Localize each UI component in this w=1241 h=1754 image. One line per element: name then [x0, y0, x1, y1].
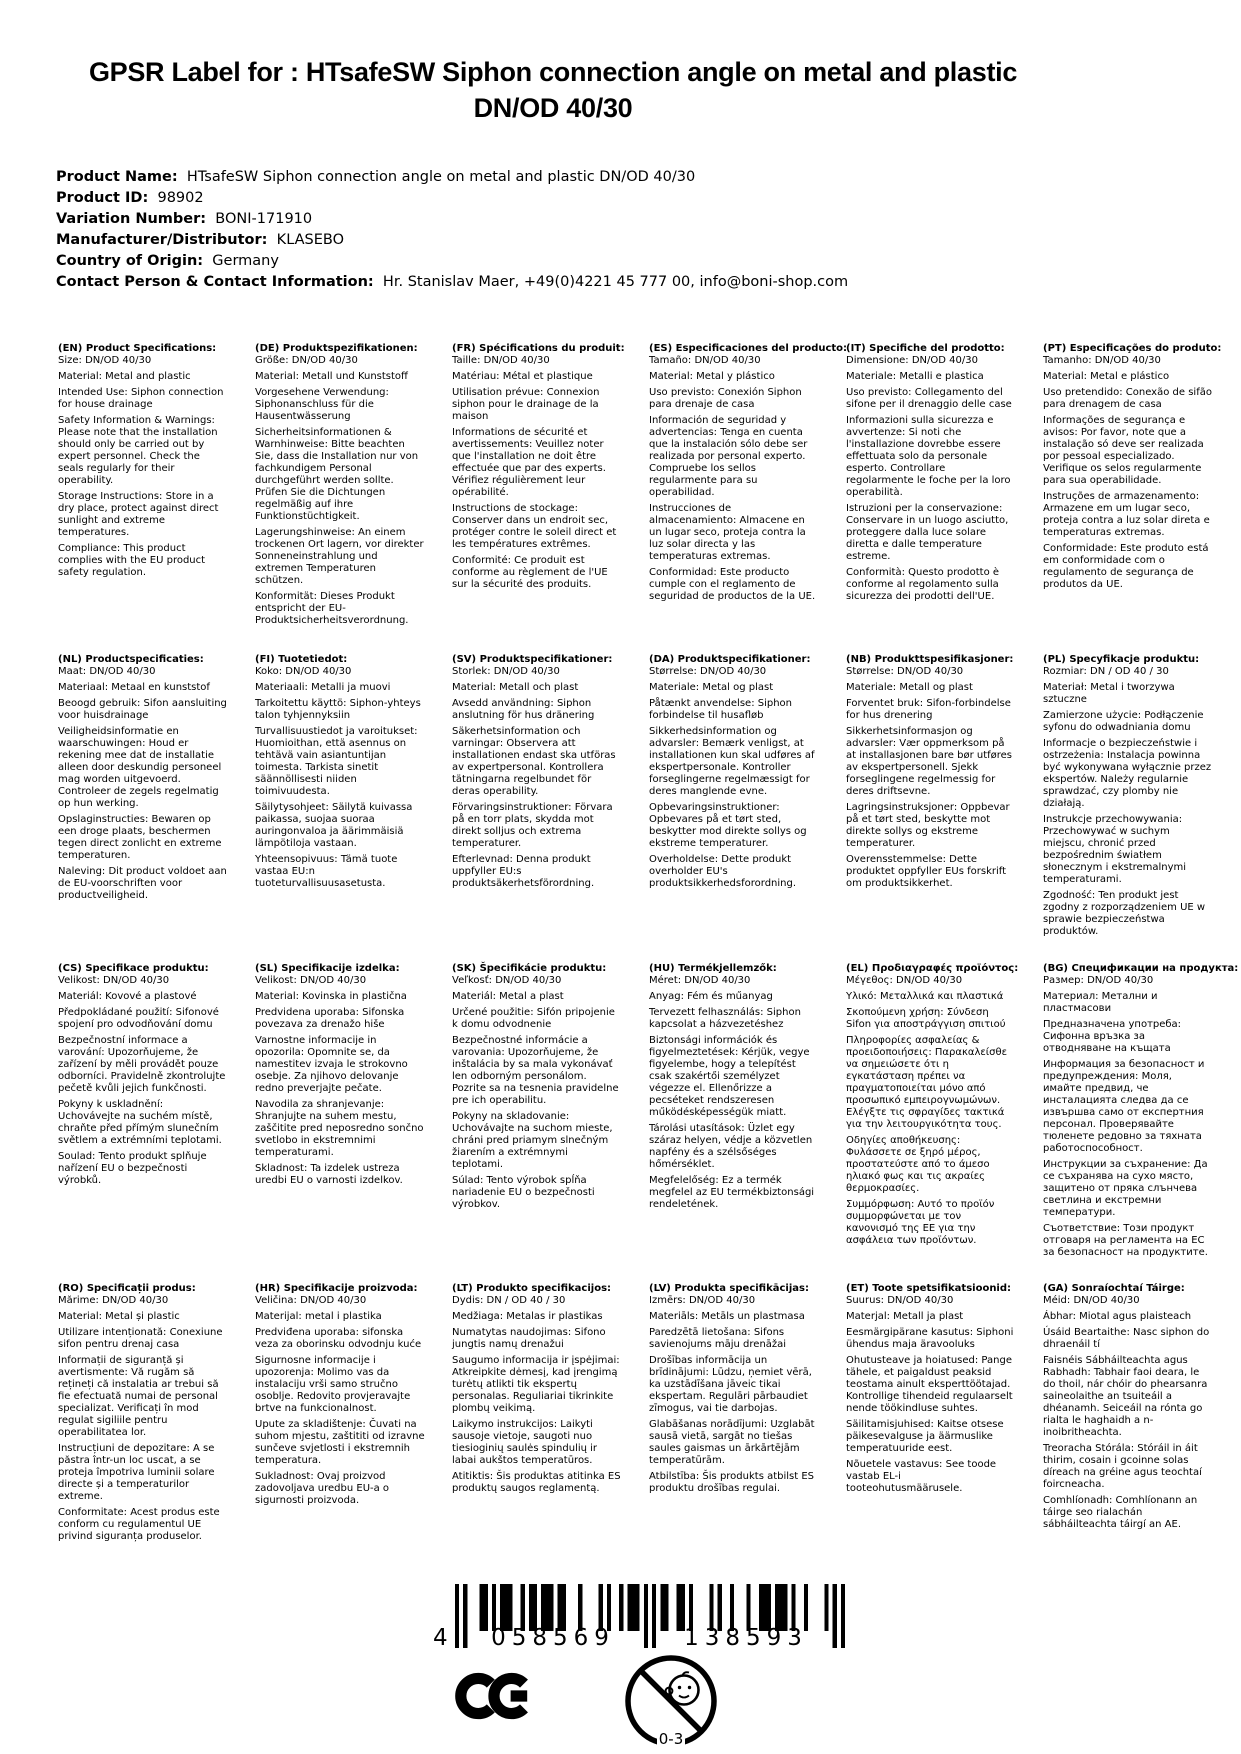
spec-paragraph: Οδηγίες αποθήκευσης: Φυλάσσετε σε ξηρό μέρος, προστατεύστε από το άμεσο ηλιακό φως και τις ακραίες θερμοκρασίες.: [846, 1135, 990, 1194]
spec-paragraph: Předpokládané použití: Sifonové spojení pro odvodňování domu: [58, 1007, 219, 1030]
spec-paragraph: Conformidad: Este producto cumple con el reglamento de seguridad de productos de la UE.: [649, 567, 816, 602]
spec-paragraph: Instrucciones de almacenamiento: Almacene en un lugar seco, proteja contra la luz solar directa y las temperaturas extremas.: [649, 503, 806, 562]
spec-header: (HR) Specifikacije proizvoda:: [255, 1283, 418, 1294]
spec-paragraph: Beoogd gebruik: Sifon aansluiting voor huisdrainage: [58, 698, 227, 721]
spec-paragraph: Инструкции за съхранение: Да се съхранява на сухо място, защитено от пряка слънчева светлина и екстремни температури.: [1043, 1159, 1208, 1218]
spec-header: (ET) Toote spetsifikatsioonid:: [846, 1283, 1012, 1294]
info-label: Manufacturer/Distributor:: [56, 232, 268, 248]
spec-paragraph: Größe: DN/OD 40/30: [255, 355, 358, 366]
spec-paragraph: Predviđena uporaba: sifonska veza za oborinsku odvodnju kuće: [255, 1327, 422, 1350]
spec-paragraph: Størrelse: DN/OD 40/30: [846, 666, 964, 677]
info-value: BONI-171910: [206, 211, 313, 227]
info-value: Hr. Stanislav Maer, +49(0)4221 45 777 00, info@boni-shop.com: [373, 274, 849, 290]
spec-paragraph: Συμμόρφωση: Αυτό το προϊόν συμμορφώνεται με τον κανονισμό της ΕΕ για την ασφάλεια των προϊόντων.: [846, 1199, 995, 1246]
ean-barcode: [433, 1584, 873, 1654]
barcode-lead-digit: 4: [433, 1625, 448, 1651]
spec-paragraph: Overensstemmelse: Dette produktet oppfyller EUs forskrift om produktsikkerhet.: [846, 854, 1007, 889]
spec-header: (PL) Specyfikacje produktu:: [1043, 654, 1200, 665]
spec-header: (BG) Спецификации на продукта:: [1043, 963, 1239, 974]
info-label: Contact Person & Contact Information:: [56, 274, 374, 290]
spec-paragraph: Предназначена употреба: Сифонна връзка за отводняване на къщата: [1043, 1019, 1182, 1054]
spec-paragraph: Förvaringsinstruktioner: Förvara på en torr plats, skydda mot direkt solljus och extrema temperaturer.: [452, 802, 613, 849]
spec-paragraph: Maat: DN/OD 40/30: [58, 666, 156, 677]
spec-paragraph: Conformità: Questo prodotto è conforme al regolamento sulla sicurezza dei prodotti dell'UE.: [846, 567, 1000, 602]
spec-paragraph: Efterlevnad: Denna produkt uppfyller EU:s produktsäkerhetsförordning.: [452, 854, 595, 889]
spec-paragraph: Materiaali: Metalli ja muovi: [255, 682, 391, 693]
spec-block-lt: [452, 1283, 622, 1547]
info-value: Germany: [203, 253, 279, 269]
spec-paragraph: Avsedd användning: Siphon anslutning för hus dränering: [452, 698, 595, 721]
spec-paragraph: Forventet bruk: Sifon-forbindelse for hus drenering: [846, 698, 1011, 721]
spec-header: (DA) Produktspecifikationer:: [649, 654, 811, 665]
spec-paragraph: Méid: DN/OD 40/30: [1043, 1295, 1140, 1306]
spec-paragraph: Materijal: metal i plastika: [255, 1311, 382, 1322]
product-info-section: [56, 167, 848, 293]
spec-paragraph: Materiale: Metal og plast: [649, 682, 774, 693]
spec-paragraph: Soulad: Tento produkt splňuje nařízení EU o bezpečnosti výrobků.: [58, 1151, 207, 1186]
spec-header: (LV) Produkta specifikācijas:: [649, 1283, 809, 1294]
spec-paragraph: Material: Kovinska in plastična: [255, 991, 407, 1002]
info-value: 98902: [148, 190, 204, 206]
spec-paragraph: Säilytysohjeet: Säilytä kuivassa paikassa, suojaa suoraa auringonvaloa ja äärimmäisiä lämpötiloja vastaan.: [255, 802, 413, 849]
spec-paragraph: Velikost: DN/OD 40/30: [58, 975, 170, 986]
spec-paragraph: Vorgesehene Verwendung: Siphonanschluss für die Hausentwässerung: [255, 387, 389, 422]
spec-block-lv: [649, 1283, 819, 1547]
spec-block-ro: [58, 1283, 228, 1547]
info-value: KLASEBO: [267, 232, 344, 248]
spec-paragraph: Sukladnost: Ovaj proizvod zadovoljava uredbu EU-a o sigurnosti proizvoda.: [255, 1471, 390, 1506]
spec-paragraph: Overholdelse: Dette produkt overholder EU's produktsikkerhedsforordning.: [649, 854, 797, 889]
spec-paragraph: Storage Instructions: Store in a dry place, protect against direct sunlight and extreme temperatures.: [58, 491, 219, 538]
spec-paragraph: Σκοπούμενη χρήση: Σύνδεση Sifon για αποστράγγιση σπιτιού: [846, 1007, 1006, 1030]
spec-paragraph: Faisnéis Sábháilteachta agus Rabhadh: Tabhair faoi deara, le do thoil, nár chóir do phearsanra saineolaithe an tsuiteáil a dhéanamh. Seiceáil na rónta go rialta le haghaidh a n-inoibritheachta.: [1043, 1355, 1208, 1438]
product-info-line: [56, 209, 848, 230]
spec-paragraph: Material: Metal and plastic: [58, 371, 191, 382]
spec-header: (EL) Προδιαγραφές προϊόντος:: [846, 963, 1019, 974]
spec-header: (CS) Specifikace produktu:: [58, 963, 209, 974]
spec-paragraph: Material: Metall und Kunststoff: [255, 371, 408, 382]
spec-paragraph: Conformitate: Acest produs este conform cu regulamentul UE privind siguranța produselor.: [58, 1507, 220, 1542]
age-warning-0-3-icon: [624, 1654, 718, 1748]
info-value: HTsafeSW Siphon connection angle on metal and plastic DN/OD 40/30: [177, 169, 696, 185]
spec-block-ga: [1043, 1283, 1213, 1547]
spec-paragraph: Treoracha Stórála: Stóráil in áit thirim, cosain i gcoinne solas díreach na gréine agus teochtaí foircneacha.: [1043, 1443, 1202, 1490]
spec-paragraph: Υλικό: Μεταλλικά και πλαστικά: [846, 991, 1004, 1002]
spec-paragraph: Sikkerhetsinformasjon og advarsler: Vær oppmerksom på at installasjonen bare bør utføres av ekspertpersonell. Sjekk forseglingene regelmessig for deres driftsevne.: [846, 726, 1013, 797]
spec-header: (RO) Specificații produs:: [58, 1283, 196, 1294]
spec-paragraph: Säkerhetsinformation och varningar: Observera att installationen endast ska utföras av expertpersonal. Kontrollera tätningarna regelbundet för deras operability.: [452, 726, 616, 797]
spec-paragraph: Veľkosť: DN/OD 40/30: [452, 975, 562, 986]
spec-paragraph: Materiāls: Metāls un plastmasa: [649, 1311, 805, 1322]
spec-paragraph: Informazioni sulla sicurezza e avvertenze: Si noti che l'installazione dovrebbe essere effettuata solo da personale esperto. Controllare regolarmente le foche per la loro operabilità.: [846, 415, 1011, 498]
spec-paragraph: Ohutusteave ja hoiatused: Pange tähele, et paigaldust peaksid teostama ainult eksperttöötajad. Kontrollige tihendeid regulaarselt nende töökindluse suhtes.: [846, 1355, 1013, 1414]
spec-paragraph: Informations de sécurité et avertissements: Veuillez noter que l'installation ne doit être effectuée que par des experts. Vérifiez régulièrement leur opérabilité.: [452, 427, 606, 498]
spec-paragraph: Izmērs: DN/OD 40/30: [649, 1295, 756, 1306]
spec-paragraph: Pokyny na skladovanie: Uchovávajte na suchom mieste, chráni pred priamym slnečným žiarením a extrémnymi teplotami.: [452, 1111, 613, 1170]
spec-block-de: [255, 343, 425, 654]
spec-block-fi: [255, 654, 425, 963]
spec-paragraph: Tamanho: DN/OD 40/30: [1043, 355, 1161, 366]
spec-paragraph: Suurus: DN/OD 40/30: [846, 1295, 954, 1306]
spec-paragraph: Storlek: DN/OD 40/30: [452, 666, 560, 677]
spec-paragraph: Opbevaringsinstruktioner: Opbevares på et tørt sted, beskytter mod direkte sollys og ekstreme temperaturer.: [649, 802, 807, 849]
spec-paragraph: Rozmiar: DN / OD 40 / 30: [1043, 666, 1169, 677]
spec-paragraph: Upute za skladištenje: Čuvati na suhom mjestu, zaštititi od izravne sunčeve svjetlosti i ekstremnih temperatura.: [255, 1419, 425, 1466]
spec-paragraph: Påtænkt anvendelse: Siphon forbindelse til husafløb: [649, 698, 793, 721]
info-label: Product ID:: [56, 190, 149, 206]
spec-block-sk: [452, 963, 622, 1283]
spec-header: (SV) Produktspecifikationer:: [452, 654, 613, 665]
spec-paragraph: Matériau: Métal et plastique: [452, 371, 593, 382]
spec-paragraph: Sicherheitsinformationen & Warnhinweise: Bitte beachten Sie, dass die Installation nur von fachkundigem Personal durchgeführt werden sollte. Prüfen Sie die Dichtungen regelmäßig auf ihre Funktionstüchtigkeit.: [255, 427, 419, 522]
spec-block-sv: [452, 654, 622, 963]
spec-paragraph: Materiale: Metalli e plastica: [846, 371, 984, 382]
spec-paragraph: Veiligheidsinformatie en waarschuwingen: Houd er rekening mee dat de installatie alleen door deskundig personeel mag worden uitgevoerd. Controleer de zegels regelmatig op hun werking.: [58, 726, 222, 809]
spec-paragraph: Tarkoitettu käyttö: Siphon-yhteys talon tyhjennyksiin: [255, 698, 421, 721]
spec-paragraph: Súlad: Tento výrobok spĺňa nariadenie EU o bezpečnosti výrobkov.: [452, 1175, 595, 1210]
spec-block-en: [58, 343, 228, 654]
spec-header: (NB) Produkttspesifikasjoner:: [846, 654, 1014, 665]
info-label: Country of Origin:: [56, 253, 204, 269]
product-info-line: [56, 251, 848, 272]
spec-paragraph: Materiál: Kovové a plastové: [58, 991, 197, 1002]
spec-paragraph: Úsáid Beartaithe: Nasc siphon do dhraenáil tí: [1043, 1327, 1210, 1350]
spec-paragraph: Určené použitie: Sifón pripojenie k domu odvodnenie: [452, 1007, 615, 1030]
spec-paragraph: Uso previsto: Collegamento del sifone per il drenaggio delle case: [846, 387, 1012, 410]
spec-paragraph: Conformité: Ce produit est conforme au règlement de l'UE sur la sécurité des produits.: [452, 555, 608, 590]
spec-block-pt: [1043, 343, 1222, 654]
spec-paragraph: Tárolási utasítások: Üzlet egy száraz helyen, védje a közvetlen napfény és a szélsőséges hőmérséklet.: [649, 1123, 813, 1170]
spec-paragraph: Compliance: This product complies with the EU product safety regulation.: [58, 543, 206, 578]
spec-paragraph: Velikost: DN/OD 40/30: [255, 975, 367, 986]
spec-paragraph: Съответствие: Този продукт отговаря на регламента на ЕС за безопасност на продуктите.: [1043, 1223, 1208, 1258]
spec-header: (FR) Spécifications du produit:: [452, 343, 625, 354]
spec-paragraph: Veličina: DN/OD 40/30: [255, 1295, 367, 1306]
spec-block-el: [846, 963, 1019, 1283]
product-info-line: [56, 167, 848, 188]
spec-paragraph: Πληροφορίες ασφαλείας & προειδοποιήσεις: Παρακαλείσθε να σημειώσετε ότι η εγκατάσταση πρέπει να πραγματοποιείται μόνο από προσωπικό εμπειρογνωμώνων. Ελέγξτε τις σφραγίδες τακτικά για την λειτουργικότητα τους.: [846, 1035, 1008, 1130]
spec-paragraph: Zamierzone użycie: Podłączenie syfonu do odwadniania domu: [1043, 710, 1204, 733]
spec-grid: [58, 343, 1239, 1547]
spec-paragraph: Glabāšanas norādījumi: Uzglabāt sausā vietā, sargāt no tiešas saules gaismas un ārkārtējām temperatūrām.: [649, 1419, 815, 1466]
spec-header: (SK) Špecifikácie produktu:: [452, 963, 607, 974]
spec-paragraph: Méret: DN/OD 40/30: [649, 975, 751, 986]
spec-paragraph: Intended Use: Siphon connection for house drainage: [58, 387, 224, 410]
spec-paragraph: Numatytas naudojimas: Sifono jungtis namų drenažui: [452, 1327, 606, 1350]
spec-paragraph: Uso pretendido: Conexão de sifão para drenagem de casa: [1043, 387, 1212, 410]
spec-header: (SL) Specifikacije izdelka:: [255, 963, 400, 974]
spec-paragraph: Varnostne informacije in opozorila: Opomnite se, da namestitev izvaja le strokovno osebje. Za njihovo delovanje redno preverjajte pečate.: [255, 1035, 408, 1094]
spec-paragraph: Informații de siguranță și avertismente: Vă rugăm să rețineți că instalatia ar trebui să fie efectuată numai de personal specializat. Verificați în mod regulat sigiliile pentru operabilitatea lor.: [58, 1355, 219, 1438]
product-info-line: [56, 230, 848, 251]
spec-paragraph: Anyag: Fém és műanyag: [649, 991, 773, 1002]
spec-block-sl: [255, 963, 425, 1283]
spec-paragraph: Navodila za shranjevanje: Shranjujte na suhem mestu, zaščitite pred neposredno sončno svetlobo in ekstremnimi temperaturami.: [255, 1099, 424, 1158]
spec-paragraph: Utilizare intenționată: Conexiune sifon pentru drenaj casa: [58, 1327, 223, 1350]
spec-block-nl: [58, 654, 228, 963]
spec-paragraph: Yhteensopivuus: Tämä tuote vastaa EU:n tuoteturvallisuusasetusta.: [255, 854, 398, 889]
spec-header: (GA) Sonraíochtaí Táirge:: [1043, 1283, 1185, 1294]
spec-header: (DE) Produktspezifikationen:: [255, 343, 418, 354]
spec-paragraph: Material: Metal e plástico: [1043, 371, 1170, 382]
spec-paragraph: Bezpečnostní informace a varování: Upozorňujeme, že zařízení by měli provádět pouze odborníci. Pravidelně zkontrolujte pečetě kvůli jejich funkčnosti.: [58, 1035, 226, 1094]
spec-header: (LT) Produkto specifikacijos:: [452, 1283, 612, 1294]
spec-paragraph: Materiál: Metal a plast: [452, 991, 564, 1002]
spec-paragraph: Material: Metall och plast: [452, 682, 579, 693]
page-title: GPSR Label for : HTsafeSW Siphon connection angle on metal and plastic DN/OD 40/30: [88, 57, 1018, 123]
spec-paragraph: Материал: Метални и пластмасови: [1043, 991, 1158, 1014]
spec-paragraph: Eesmärgipärane kasutus: Siphoni ühendus maja äravooluks: [846, 1327, 1014, 1350]
product-info-line: [56, 188, 848, 209]
spec-paragraph: Conformidade: Este produto está em conformidade com o regulamento de segurança de produtos da UE.: [1043, 543, 1209, 590]
spec-paragraph: Laikymo instrukcijos: Laikyti sausoje vietoje, saugoti nuo tiesioginių saulės spindulių ir labai aukštos temperatūros.: [452, 1419, 598, 1466]
spec-paragraph: Instruções de armazenamento: Armazene em um lugar seco, proteja contra a luz solar direta e temperaturas extremas.: [1043, 491, 1210, 538]
spec-block-da: [649, 654, 819, 963]
info-label: Variation Number:: [56, 211, 207, 227]
spec-paragraph: Uso previsto: Conexión Siphon para drenaje de casa: [649, 387, 802, 410]
spec-paragraph: Skladnost: Ta izdelek ustreza uredbi EU o varnosti izdelkov.: [255, 1163, 403, 1186]
spec-header: (PT) Especificações do produto:: [1043, 343, 1222, 354]
spec-paragraph: Sigurnosne informacije i upozorenja: Molimo vas da instalaciju vrši samo stručno osoblje. Redovito provjeravajte brtve na funkcionalnost.: [255, 1355, 411, 1414]
spec-paragraph: Materiał: Metal i tworzywa sztuczne: [1043, 682, 1175, 705]
spec-paragraph: Utilisation prévue: Connexion siphon pour le drainage de la maison: [452, 387, 600, 422]
spec-paragraph: Информация за безопасност и предупреждения: Моля, имайте предвид, че инсталацията следва да се извършва само от експертния персонал. Проверявайте тюленете редовно за тяхната работоспособност.: [1043, 1059, 1205, 1154]
spec-paragraph: Размер: DN/OD 40/30: [1043, 975, 1154, 986]
spec-paragraph: Materiale: Metall og plast: [846, 682, 973, 693]
spec-paragraph: Paredzētā lietošana: Sifons savienojums māju drenāžai: [649, 1327, 787, 1350]
spec-header: (NL) Productspecificaties:: [58, 654, 204, 665]
spec-paragraph: Información de seguridad y advertencias: Tenga en cuenta que la instalación sólo debe ser realizada por personal experto. Compruebe los sellos regularmente para su operabilidad.: [649, 415, 808, 498]
age-warning-label: 0-3: [658, 1730, 684, 1748]
spec-paragraph: Taille: DN/OD 40/30: [452, 355, 550, 366]
spec-paragraph: Materiaal: Metaal en kunststof: [58, 682, 210, 693]
spec-paragraph: Atbilstība: Šis produkts atbilst ES produktu drošības regulai.: [649, 1471, 815, 1494]
spec-block-hr: [255, 1283, 425, 1547]
spec-paragraph: Dimensione: DN/OD 40/30: [846, 355, 978, 366]
spec-paragraph: Tervezett felhasználás: Siphon kapcsolat a házvezetéshez: [649, 1007, 801, 1030]
spec-paragraph: Istruzioni per la conservazione: Conservare in un luogo asciutto, proteggere dalla luce solare diretta e dalle temperature estreme.: [846, 503, 1009, 562]
spec-block-fr: [452, 343, 625, 654]
spec-header: (IT) Specifiche del prodotto:: [846, 343, 1005, 354]
barcode-right-digits: 138593: [684, 1625, 808, 1651]
spec-paragraph: Comhlíonadh: Comhlíonann an táirge seo rialachán sábháilteachta táirgí an AE.: [1043, 1495, 1198, 1530]
spec-block-nb: [846, 654, 1016, 963]
spec-paragraph: Säilitamisjuhised: Kaitse otsese päikesevalguse ja äärmuslike temperatuuride eest.: [846, 1419, 1004, 1454]
spec-paragraph: Instrukcje przechowywania: Przechowywać w suchym miejscu, chronić przed bezpośrednim światłem słonecznym i ekstremalnymi temperaturami.: [1043, 814, 1187, 885]
spec-paragraph: Informações de segurança e avisos: Por favor, note que a instalação só deve ser realizada por pessoal especializado. Verifique os selos regularmente para sua operabilidade.: [1043, 415, 1204, 486]
spec-paragraph: Pokyny k uskladnění: Uchovávejte na suchém místě, chraňte před přímým slunečním světlem a extrémními teplotami.: [58, 1099, 222, 1146]
spec-paragraph: Atitiktis: Šis produktas atitinka ES produktų saugos reglamentą.: [452, 1471, 621, 1494]
spec-block-hu: [649, 963, 819, 1283]
spec-paragraph: Instructions de stockage: Conserver dans un endroit sec, protéger contre le soleil direct et les températures extrêmes.: [452, 503, 617, 550]
info-label: Product Name:: [56, 169, 178, 185]
spec-block-et: [846, 1283, 1016, 1547]
spec-paragraph: Nõuetele vastavus: See toode vastab EL-i tooteohutusmäärusele.: [846, 1459, 997, 1494]
spec-header: (EN) Product Specifications:: [58, 343, 217, 354]
spec-paragraph: Størrelse: DN/OD 40/30: [649, 666, 767, 677]
spec-block-cs: [58, 963, 228, 1283]
spec-paragraph: Megfelelőség: Ez a termék megfelel az EU termékbiztonsági rendeletének.: [649, 1175, 815, 1210]
spec-paragraph: Size: DN/OD 40/30: [58, 355, 152, 366]
ce-mark-icon: [455, 1663, 535, 1729]
spec-paragraph: Mărime: DN/OD 40/30: [58, 1295, 169, 1306]
spec-paragraph: Medžiaga: Metalas ir plastikas: [452, 1311, 603, 1322]
spec-paragraph: Safety Information & Warnings: Please note that the installation should only be carried out by expert personnel. Check the seals regularly for their operability.: [58, 415, 218, 486]
spec-paragraph: Μέγεθος: DN/OD 40/30: [846, 975, 963, 986]
spec-block-it: [846, 343, 1016, 654]
spec-paragraph: Biztonsági információk és figyelmeztetések: Kérjük, vegye figyelembe, hogy a telepítést csak szakértői személyzet végezze el. Ellenőrizze a pecséteket rendszeresen működésképességük miatt.: [649, 1035, 810, 1118]
spec-paragraph: Informacje o bezpieczeństwie i ostrzeżenia: Instalacja powinna być wykonywana wyłącznie przez ekspertów. Należy regularnie sprawdzać, czy plomby nie działają.: [1043, 738, 1212, 809]
spec-paragraph: Lagringsinstruksjoner: Oppbevar på et tørt sted, beskytte mot direkte sollys og ekstreme temperaturer.: [846, 802, 1010, 849]
spec-block-es: [649, 343, 848, 654]
spec-paragraph: Drošības informācija un brīdinājumi: Lūdzu, ņemiet vērā, ka uzstādīšana jāveic tikai ekspertam. Regulāri pārbaudiet zīmogus, vai tie darbojas.: [649, 1355, 812, 1414]
spec-paragraph: Material: Metal y plástico: [649, 371, 775, 382]
product-info-line: [56, 272, 848, 293]
spec-block-pl: [1043, 654, 1213, 963]
spec-paragraph: Ábhar: Miotal agus plaisteach: [1043, 1311, 1192, 1322]
spec-block-bg: [1043, 963, 1239, 1283]
barcode-left-digits: 058569: [491, 1625, 615, 1651]
spec-paragraph: Naleving: Dit product voldoet aan de EU-voorschriften voor productveiligheid.: [58, 866, 227, 901]
spec-paragraph: Sikkerhedsinformation og advarsler: Bemærk venligst, at installationen kun skal udføres af ekspertpersonale. Kontroller forseglingerne regelmæssigt for deres manglende evne.: [649, 726, 815, 797]
spec-paragraph: Turvallisuustiedot ja varoitukset: Huomioithan, että asennus on tehtävä vain asiantuntijan toimesta. Tarkista sinetit säännöllisesti niiden toimivuudesta.: [255, 726, 418, 797]
spec-paragraph: Saugumo informacija ir įspėjimai: Atkreipkite dėmesį, kad įrengimą turėtų atlikti tik ekspertų personalas. Reguliariai tikrinkite plombų veikimą.: [452, 1355, 620, 1414]
spec-header: (HU) Termékjellemzők:: [649, 963, 777, 974]
spec-paragraph: Zgodność: Ten produkt jest zgodny z rozporządzeniem UE w sprawie bezpieczeństwa produktów.: [1043, 890, 1206, 937]
spec-header: (ES) Especificaciones del producto:: [649, 343, 848, 354]
spec-paragraph: Koko: DN/OD 40/30: [255, 666, 352, 677]
spec-header: (FI) Tuotetiedot:: [255, 654, 348, 665]
spec-paragraph: Bezpečnostné informácie a varovania: Upozorňujeme, že inštalácia by sa mala vykonávať len odborným personálom. Pozrite sa na tesnenia pravidelne pre ich operabilitu.: [452, 1035, 619, 1106]
spec-paragraph: Tamaño: DN/OD 40/30: [649, 355, 761, 366]
spec-paragraph: Materjal: Metall ja plast: [846, 1311, 964, 1322]
spec-paragraph: Dydis: DN / OD 40 / 30: [452, 1295, 566, 1306]
spec-paragraph: Material: Metal și plastic: [58, 1311, 180, 1322]
spec-paragraph: Instrucțiuni de depozitare: A se păstra într-un loc uscat, a se proteja împotriva luminii solare directe și a temperaturilor extreme.: [58, 1443, 215, 1502]
spec-paragraph: Predvidena uporaba: Sifonska povezava za drenažo hiše: [255, 1007, 405, 1030]
spec-paragraph: Konformität: Dieses Produkt entspricht der EU-Produktsicherheitsverordnung.: [255, 591, 409, 626]
spec-paragraph: Lagerungshinweise: An einem trockenen Ort lagern, vor direkter Sonneneinstrahlung und extremen Temperaturen schützen.: [255, 527, 424, 586]
spec-paragraph: Opslaginstructies: Bewaren op een droge plaats, beschermen tegen direct zonlicht en extreme temperaturen.: [58, 814, 222, 861]
